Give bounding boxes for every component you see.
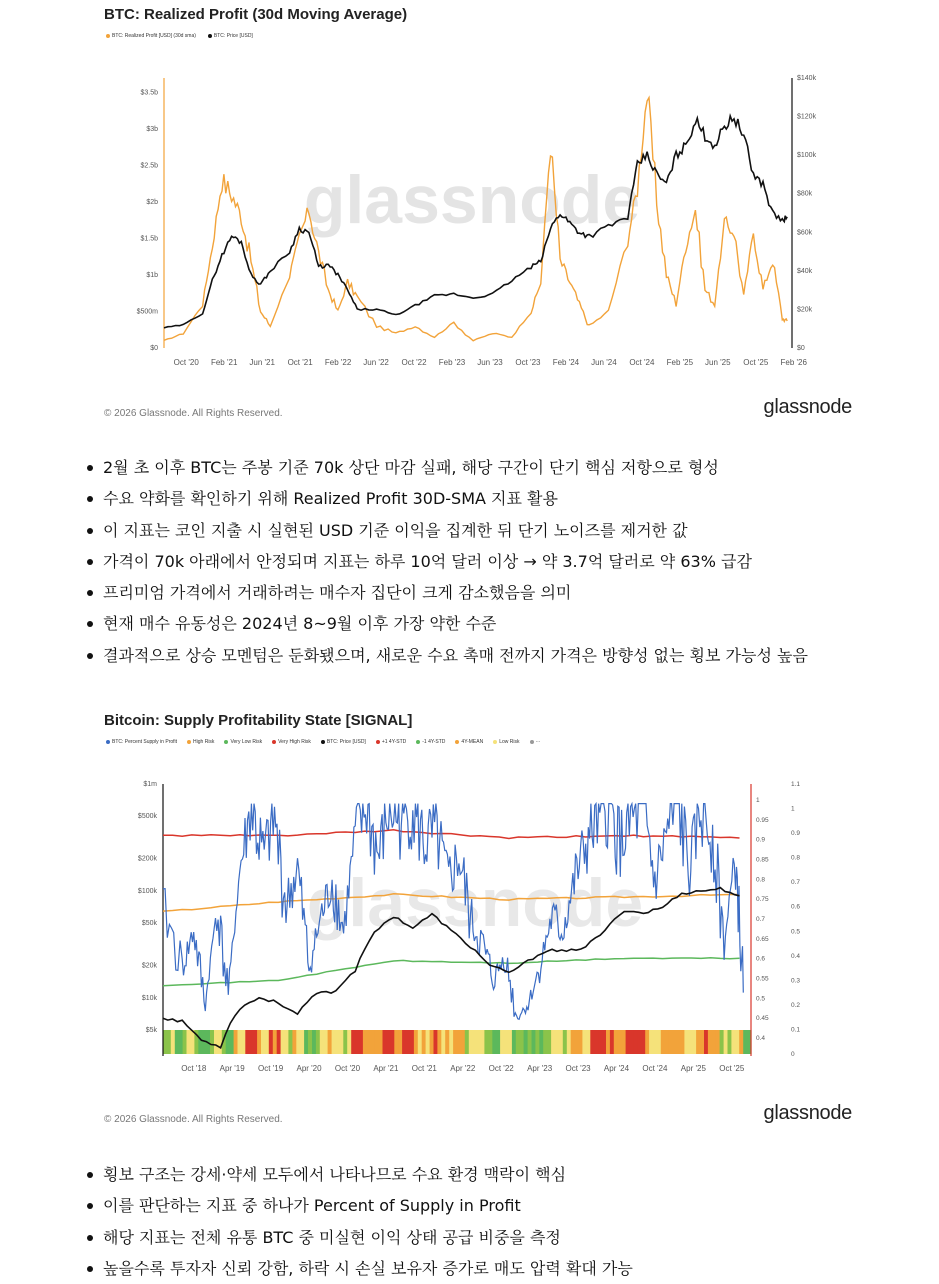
signal-band-segment — [688, 1030, 693, 1054]
signal-band-segment — [269, 1030, 274, 1054]
signal-band-segment — [422, 1030, 427, 1054]
y-right-inner-tick-label: 0.45 — [756, 1015, 769, 1023]
signal-band-segment — [328, 1030, 333, 1054]
signal-band-segment — [343, 1030, 348, 1054]
signal-band-segment — [445, 1030, 450, 1054]
signal-band-segment — [692, 1030, 697, 1054]
chart-2-plot — [130, 776, 830, 1081]
chart-2-watermark: glassnode — [306, 865, 644, 941]
signal-band-segment — [179, 1030, 184, 1054]
signal-band-segment — [500, 1030, 505, 1054]
signal-band-segment — [406, 1030, 411, 1054]
signal-band-segment — [234, 1030, 239, 1054]
signal-band-segment — [437, 1030, 442, 1054]
y-right-tick-label: $120k — [797, 113, 817, 121]
y-right-inner-tick-label: 0.85 — [756, 856, 769, 864]
x-tick-label: Oct '22 — [401, 358, 427, 367]
x-tick-label: Apr '21 — [373, 1064, 399, 1073]
signal-band-segment — [708, 1030, 713, 1054]
y-right-tick-label: $20k — [797, 306, 813, 314]
y-left-tick-label: $20k — [141, 962, 157, 970]
chart-2-footer — [104, 1102, 852, 1125]
y-right-outer-tick-label: 0.6 — [791, 903, 801, 911]
y-left-tick-label: $200k — [137, 855, 157, 863]
x-tick-label: Oct '20 — [334, 1064, 361, 1073]
y-left-tick-label: $3.5b — [140, 89, 158, 97]
signal-band-segment — [292, 1030, 297, 1054]
legend-item[interactable]: -1 4Y-STD — [416, 739, 445, 745]
signal-band-segment — [696, 1030, 701, 1054]
signal-band-segment — [469, 1030, 474, 1054]
signal-band-segment — [626, 1030, 631, 1054]
signal-band-segment — [386, 1030, 391, 1054]
signal-band-segment — [300, 1030, 305, 1054]
y-left-tick-label: $500m — [136, 308, 158, 316]
legend-item[interactable]: +1 4Y-STD — [376, 739, 406, 745]
signal-band-segment — [586, 1030, 591, 1054]
signal-band-segment — [245, 1030, 250, 1054]
x-tick-label: Apr '19 — [219, 1064, 245, 1073]
y-right-tick-label: $60k — [797, 229, 813, 237]
signal-band-segment — [363, 1030, 368, 1054]
x-tick-label: Feb '23 — [438, 358, 466, 367]
copyright-text: © 2026 Glassnode. All Rights Reserved. — [104, 408, 283, 419]
signal-band-segment — [653, 1030, 658, 1054]
list-item: 현재 매수 유동성은 2024년 8~9월 이후 가장 약한 수준 — [85, 608, 905, 639]
legend-item[interactable]: High Risk — [187, 739, 214, 745]
signal-band-segment — [375, 1030, 380, 1054]
signal-band-segment — [633, 1030, 638, 1054]
y-right-inner-tick-label: 0.55 — [756, 975, 769, 983]
y-right-tick-label: $140k — [797, 75, 817, 82]
x-tick-label: Oct '20 — [173, 358, 199, 367]
x-tick-label: Jun '25 — [705, 358, 731, 367]
signal-band-segment — [394, 1030, 399, 1054]
signal-band-segment — [332, 1030, 337, 1054]
signal-band-segment — [575, 1030, 580, 1054]
signal-band-segment — [312, 1030, 317, 1054]
legend-item-realized-profit[interactable]: BTC: Realized Profit [USD] (30d sma) — [106, 33, 196, 39]
legend-item[interactable]: Very Low Risk — [224, 739, 262, 745]
signal-band-segment — [618, 1030, 623, 1054]
signal-band-segment — [265, 1030, 270, 1054]
signal-band-segment — [167, 1030, 172, 1054]
x-tick-label: Apr '22 — [450, 1064, 476, 1073]
signal-band-segment — [214, 1030, 219, 1054]
signal-band-segment — [528, 1030, 533, 1054]
x-tick-label: Feb '26 — [780, 358, 807, 367]
legend-dot-icon — [530, 740, 534, 744]
y-left-tick-label: $500k — [137, 813, 157, 821]
y-right-outer-tick-label: 0 — [791, 1051, 795, 1058]
signal-band-segment — [594, 1030, 599, 1054]
signal-band-segment — [602, 1030, 607, 1054]
x-tick-label: Jun '22 — [363, 358, 389, 367]
signal-band-segment — [728, 1030, 733, 1054]
signal-band-segment — [183, 1030, 188, 1054]
signal-band-segment — [163, 1030, 168, 1054]
glassnode-logo: glassnode — [763, 396, 852, 418]
legend-dot-icon — [493, 740, 497, 744]
signal-band-segment — [673, 1030, 678, 1054]
x-tick-label: Oct '21 — [287, 358, 313, 367]
signal-band-segment — [339, 1030, 344, 1054]
signal-band-segment — [281, 1030, 286, 1054]
bullet-list-1 — [85, 452, 905, 671]
y-right-inner-tick-label: 1 — [756, 797, 760, 804]
signal-band-segment — [359, 1030, 364, 1054]
signal-band-segment — [543, 1030, 548, 1054]
signal-band-segment — [614, 1030, 619, 1054]
signal-band-segment — [551, 1030, 556, 1054]
signal-band-segment — [320, 1030, 325, 1054]
legend-dot-icon — [208, 34, 212, 38]
signal-band-segment — [324, 1030, 329, 1054]
signal-band-segment — [171, 1030, 176, 1054]
signal-band-segment — [645, 1030, 650, 1054]
signal-band-segment — [637, 1030, 642, 1054]
signal-band-segment — [610, 1030, 615, 1054]
y-left-tick-label: $0 — [150, 345, 158, 352]
signal-band-segment — [677, 1030, 682, 1054]
signal-band-segment — [559, 1030, 564, 1054]
y-right-outer-tick-label: 0.7 — [791, 879, 801, 887]
list-item: 가격이 70k 아래에서 안정되며 지표는 하루 10억 달러 이상 → 약 3.7억 달러로 약 63% 급감 — [85, 546, 905, 577]
legend-item[interactable]: BTC: Percent Supply in Profit — [106, 739, 177, 745]
y-right-tick-label: $0 — [797, 345, 805, 352]
signal-band-segment — [492, 1030, 497, 1054]
signal-band-segment — [547, 1030, 552, 1054]
signal-band-segment — [187, 1030, 192, 1054]
signal-band-segment — [316, 1030, 321, 1054]
x-tick-label: Feb '22 — [324, 358, 352, 367]
y-left-tick-label: $1m — [143, 781, 157, 788]
signal-band-segment — [430, 1030, 435, 1054]
legend-dot-icon — [187, 740, 191, 744]
chart-1 — [96, 6, 856, 39]
signal-band-segment — [379, 1030, 384, 1054]
signal-band-segment — [680, 1030, 685, 1054]
signal-band-segment — [606, 1030, 611, 1054]
signal-band-segment — [649, 1030, 654, 1054]
list-item: 높을수록 투자자 신뢰 강함, 하락 시 손실 보유자 증가로 매도 압력 확대 가능 — [85, 1253, 905, 1284]
signal-band-segment — [473, 1030, 478, 1054]
chart-1-plot — [130, 68, 830, 373]
list-item: 이를 판단하는 지표 중 하나가 Percent of Supply in Profit — [85, 1190, 905, 1221]
signal-band-segment — [308, 1030, 313, 1054]
bullet-list-2 — [85, 1159, 905, 1284]
signal-band-segment — [390, 1030, 395, 1054]
y-right-outer-tick-label: 1 — [791, 805, 795, 813]
y-right-inner-tick-label: 0.9 — [756, 836, 766, 844]
list-item: 2월 초 이후 BTC는 주봉 기준 70k 상단 마감 실패, 해당 구간이 단기 핵심 저항으로 형성 — [85, 452, 905, 483]
x-tick-label: Oct '23 — [565, 1064, 591, 1073]
legend-dot-icon — [224, 740, 228, 744]
signal-band-segment — [496, 1030, 501, 1054]
legend-dot-icon — [106, 34, 110, 38]
x-tick-label: Oct '21 — [411, 1064, 437, 1073]
legend-item[interactable]: Very High Risk — [272, 739, 311, 745]
signal-band-segment — [230, 1030, 235, 1054]
legend-item-price[interactable]: BTC: Price [USD] — [208, 33, 253, 39]
signal-band-segment — [418, 1030, 423, 1054]
signal-band-segment — [253, 1030, 258, 1054]
signal-band-segment — [579, 1030, 584, 1054]
x-tick-label: Feb '21 — [210, 358, 238, 367]
signal-band-segment — [630, 1030, 635, 1054]
y-right-inner-tick-label: 0.5 — [756, 995, 766, 1003]
signal-band-segment — [210, 1030, 215, 1054]
signal-band-segment — [704, 1030, 709, 1054]
signal-band-segment — [355, 1030, 360, 1054]
x-tick-label: Apr '20 — [296, 1064, 322, 1073]
legend-dot-icon — [455, 740, 459, 744]
y-right-tick-label: $80k — [797, 190, 813, 198]
signal-band-segment — [383, 1030, 388, 1054]
legend-item[interactable]: Low Risk — [493, 739, 519, 745]
list-item: 해당 지표는 전체 유통 BTC 중 미실현 이익 상태 공급 비중을 측정 — [85, 1222, 905, 1253]
signal-band-segment — [398, 1030, 403, 1054]
signal-band-segment — [720, 1030, 725, 1054]
y-right-inner-tick-label: 0.75 — [756, 896, 769, 904]
y-right-inner-tick-label: 0.7 — [756, 916, 766, 923]
x-tick-label: Oct '22 — [488, 1064, 514, 1073]
x-tick-label: Feb '25 — [666, 358, 694, 367]
signal-band-segment — [477, 1030, 482, 1054]
signal-band-segment — [285, 1030, 290, 1054]
y-left-tick-label: $1b — [146, 272, 158, 280]
signal-band-segment — [657, 1030, 662, 1054]
y-left-tick-label: $1.5b — [140, 235, 158, 243]
chart-1-watermark: glassnode — [303, 162, 641, 238]
legend-dot-icon — [106, 740, 110, 744]
y-right-outer-tick-label: 0.5 — [791, 928, 801, 936]
signal-band-segment — [198, 1030, 203, 1054]
y-right-inner-tick-label: 0.8 — [756, 876, 766, 884]
signal-band-segment — [724, 1030, 729, 1054]
x-tick-label: Oct '24 — [629, 358, 655, 367]
list-item: 결과적으로 상승 모멘텀은 둔화됐으며, 새로운 수요 촉매 전까지 가격은 방향성 없는 횡보 가능성 높음 — [85, 640, 905, 671]
signal-band-segment — [665, 1030, 670, 1054]
x-tick-label: Oct '25 — [719, 1064, 745, 1073]
signal-band-segment — [555, 1030, 560, 1054]
x-tick-label: Oct '18 — [181, 1064, 207, 1073]
signal-band-segment — [484, 1030, 489, 1054]
signal-band-segment — [582, 1030, 587, 1054]
signal-band-segment — [563, 1030, 568, 1054]
signal-band-segment — [257, 1030, 262, 1054]
legend-item[interactable]: ··· — [530, 739, 541, 745]
signal-band-segment — [700, 1030, 705, 1054]
x-tick-label: Jun '23 — [477, 358, 503, 367]
signal-band-segment — [539, 1030, 544, 1054]
list-item: 이 지표는 코인 지출 시 실현된 USD 기준 이익을 집계한 뒤 단기 노이즈를 제거한 값 — [85, 515, 905, 546]
x-tick-label: Oct '19 — [258, 1064, 284, 1073]
x-tick-label: Apr '24 — [603, 1064, 630, 1073]
signal-band-segment — [336, 1030, 341, 1054]
signal-band-segment — [347, 1030, 352, 1054]
signal-band-segment — [735, 1030, 740, 1054]
signal-band-segment — [465, 1030, 470, 1054]
signal-band-segment — [567, 1030, 572, 1054]
signal-band-segment — [261, 1030, 266, 1054]
series-minus-std-line — [163, 958, 740, 986]
signal-band-segment — [716, 1030, 721, 1054]
signal-band-segment — [304, 1030, 309, 1054]
y-right-outer-tick-label: 1.1 — [791, 781, 801, 788]
chart-1-legend — [106, 33, 856, 39]
signal-band-segment — [371, 1030, 376, 1054]
signal-band-segment — [590, 1030, 595, 1054]
signal-band-segment — [524, 1030, 529, 1054]
signal-band-segment — [241, 1030, 246, 1054]
chart-2-legend — [106, 739, 856, 745]
glassnode-logo: glassnode — [763, 1102, 852, 1124]
y-right-inner-tick-label: 0.95 — [756, 816, 769, 824]
signal-band-segment — [249, 1030, 254, 1054]
signal-band-segment — [488, 1030, 493, 1054]
signal-band-segment — [426, 1030, 431, 1054]
x-tick-label: Oct '24 — [642, 1064, 668, 1073]
signal-band-segment — [504, 1030, 509, 1054]
signal-band-segment — [661, 1030, 666, 1054]
signal-band-segment — [277, 1030, 282, 1054]
signal-band-segment — [712, 1030, 717, 1054]
list-item: 횡보 구조는 강세·약세 모두에서 나타나므로 수요 환경 맥락이 핵심 — [85, 1159, 905, 1190]
y-right-tick-label: $40k — [797, 267, 813, 275]
signal-band-segment — [410, 1030, 415, 1054]
list-item: 수요 약화를 확인하기 위해 Realized Profit 30D-SMA 지표 활용 — [85, 483, 905, 514]
signal-band-segment — [571, 1030, 576, 1054]
x-tick-label: Feb '24 — [552, 358, 580, 367]
legend-dot-icon — [376, 740, 380, 744]
y-left-tick-label: $3b — [146, 126, 158, 134]
y-left-tick-label: $5k — [145, 1027, 157, 1034]
signal-band-segment — [684, 1030, 689, 1054]
signal-band-segment — [743, 1030, 748, 1054]
x-tick-label: Jun '21 — [249, 358, 275, 367]
signal-band-segment — [532, 1030, 537, 1054]
legend-item[interactable]: 4Y-MEAN — [455, 739, 483, 745]
signal-band-segment — [175, 1030, 180, 1054]
signal-band-segment — [414, 1030, 419, 1054]
y-left-tick-label: $10k — [141, 994, 157, 1002]
x-tick-label: Apr '25 — [680, 1064, 706, 1073]
signal-band-segment — [516, 1030, 521, 1054]
y-right-inner-tick-label: 0.6 — [756, 955, 766, 963]
signal-band-segment — [238, 1030, 243, 1054]
y-right-outer-tick-label: 0.3 — [791, 977, 801, 985]
signal-band-segment — [669, 1030, 674, 1054]
signal-band-segment — [367, 1030, 372, 1054]
y-left-tick-label: $2.5b — [140, 162, 158, 170]
signal-band-segment — [508, 1030, 513, 1054]
list-item: 프리미엄 가격에서 거래하려는 매수자 집단이 크게 감소했음을 의미 — [85, 577, 905, 608]
signal-band-segment — [622, 1030, 627, 1054]
signal-band-segment — [288, 1030, 293, 1054]
y-right-tick-label: $100k — [797, 152, 817, 160]
signal-band-segment — [351, 1030, 356, 1054]
chart-1-title: BTC: Realized Profit (30d Moving Average) — [104, 6, 408, 23]
y-right-inner-tick-label: 0.4 — [756, 1035, 766, 1042]
y-right-outer-tick-label: 0.2 — [791, 1001, 801, 1009]
x-tick-label: Oct '25 — [743, 358, 769, 367]
y-right-outer-tick-label: 0.9 — [791, 830, 801, 838]
legend-dot-icon — [321, 740, 325, 744]
signal-band-segment — [641, 1030, 646, 1054]
signal-band-segment — [453, 1030, 458, 1054]
legend-dot-icon — [272, 740, 276, 744]
y-left-tick-label: $2b — [146, 199, 158, 207]
y-left-tick-label: $50k — [141, 920, 157, 928]
signal-band-segment — [441, 1030, 446, 1054]
chart-1-footer — [104, 396, 852, 419]
y-right-outer-tick-label: 0.1 — [791, 1026, 801, 1034]
signal-band-segment — [434, 1030, 439, 1054]
signal-band-segment — [731, 1030, 736, 1054]
signal-band-segment — [481, 1030, 486, 1054]
legend-dot-icon — [416, 740, 420, 744]
signal-band-segment — [218, 1030, 223, 1054]
y-right-outer-tick-label: 0.8 — [791, 854, 801, 862]
y-right-inner-tick-label: 0.65 — [756, 935, 769, 943]
signal-band-segment — [598, 1030, 603, 1054]
copyright-text: © 2026 Glassnode. All Rights Reserved. — [104, 1114, 283, 1125]
signal-band-segment — [273, 1030, 278, 1054]
signal-band-segment — [402, 1030, 407, 1054]
signal-band-segment — [535, 1030, 540, 1054]
chart-2 — [96, 712, 856, 745]
signal-band-segment — [512, 1030, 517, 1054]
signal-band-segment — [520, 1030, 525, 1054]
signal-band-segment — [461, 1030, 466, 1054]
signal-band-segment — [457, 1030, 462, 1054]
legend-item[interactable]: BTC: Price [USD] — [321, 739, 366, 745]
y-right-outer-tick-label: 0.4 — [791, 952, 801, 960]
y-left-tick-label: $100k — [137, 887, 157, 895]
x-tick-label: Oct '23 — [515, 358, 541, 367]
signal-band-segment — [296, 1030, 301, 1054]
x-tick-label: Apr '23 — [527, 1064, 553, 1073]
signal-band-segment — [739, 1030, 744, 1054]
chart-2-title: Bitcoin: Supply Profitability State [SIGNAL] — [104, 712, 413, 729]
x-tick-label: Jun '24 — [591, 358, 617, 367]
signal-band-segment — [449, 1030, 454, 1054]
